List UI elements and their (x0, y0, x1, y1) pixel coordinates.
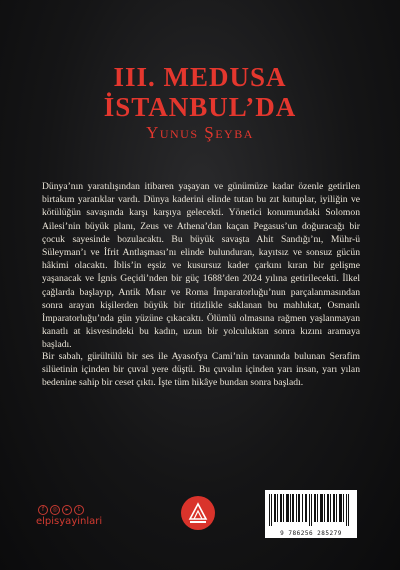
blurb-paragraph-1: Dünya’nın yaratılışından itibaren yaşayan ve günümüze kadar özenle getirilen birtakım yaratıklar vardı. Dünya kaderini elinde tutan bu zıt kutuplar, iyiliğin ve kötülüğün savaşında karşı karşıya gelecekti. Yönetici konumundaki Solomon Ailesi’nin büyük planı, Zeus ve Athena’dan kaçan Pegasus’un doğuracağı bir çocuk sayesinde bozulacaktı. Bu büyük savaşta Ahit Sandığı’nı, Mühr-ü Süleyman’ı ve İfrit Antlaşması’nı elinde bulunduran, kayıtsız ve sonsuz gücün hâkimi olacaktı. İblis’in eşsiz ve kusursuz kader çarkını kıran bir gelişme yaşanacak ve İgnis Geçidi’nden bir güç 1688’den 2024 yılına getirilecekti. İlkel çağlarda başlayıp, Antik Mısır ve Roma İmparatorluğu’nun parçalanmasından sonra arayan kişilerden büyük bir titizlikle saklanan bu mahlukat, Osmanlı İmparatorluğu’nda gün yüzüne çıkacaktı. Ölümlü olmasına rağmen yaşlanmayan kanatlı at kisvesindeki bu kadın, uzun bir yolculuktan sonra kızını aramaya başladı. (42, 181, 360, 351)
title-line-2: İSTANBUL’DA (103, 92, 297, 122)
isbn-barcode (265, 490, 357, 538)
youtube-icon: ▸ (62, 505, 72, 515)
social-icons (38, 505, 84, 515)
twitter-icon: t (74, 505, 84, 515)
publisher-logo-icon (180, 495, 216, 531)
barcode-bars (265, 490, 357, 530)
isbn-number: 9 786256 285279 (280, 530, 342, 537)
instagram-icon: ◎ (50, 505, 60, 515)
title-line-1: III. MEDUSA (113, 62, 287, 92)
publisher-handle: elpisyayinlari (36, 516, 103, 527)
facebook-icon: f (38, 505, 48, 515)
blurb-paragraph-2: Bir sabah, gürültülü bir ses ile Ayasofya Cami’nin tavanında bulunan Serafim silüetinin içinden bir çuval yere düştü. Bu çuvalın içinden yarı insan, yarı yılan bedenine sahip bir ceset çıktı. İşte tüm hikâye bundan sonra başladı. (42, 351, 360, 389)
author-name: Yunus Şeyba (146, 123, 254, 142)
